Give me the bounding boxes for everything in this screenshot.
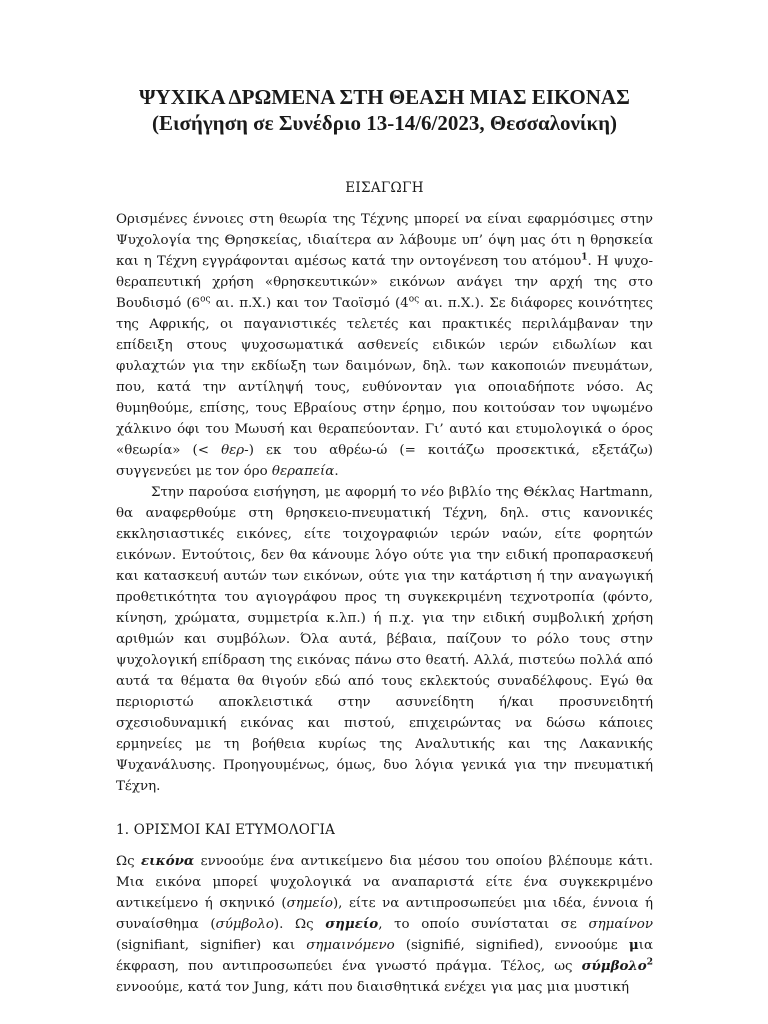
- intro-heading: ΕΙΣΑΓΩΓΗ: [345, 180, 424, 196]
- footnote-ref-2: 2: [646, 957, 653, 968]
- document-title: ΨΥΧΙΚΑ ΔΡΩΜΕΝΑ ΣΤΗ ΘΕΑΣΗ ΜΙΑΣ ΕΙΚΟΝΑΣ: [139, 85, 630, 109]
- section-1-heading: 1. ΟΡΙΣΜΟΙ ΚΑΙ ΕΤΥΜΟΛΟΓΙΑ: [116, 822, 336, 838]
- section-1-paragraph-1: Ως εικόνα εννοούμε ένα αντικείμενο δια μέσου του οποίου βλέπουμε κάτι. Μια εικόνα μπορεί ψυχολογικά να αναπαριστά είτε ένα συγκεκριμένο αντικείμενο ή σκηνικό (σημείο), είτε να αντιπροσωπεύει μια ιδέα, έννοια ή συναίσθημα (σύμβολο). Ως σημείο, το οποίο συνίσταται σε σημαίνον (signifiant, signifier) και σημαινόμενο (signifié, signified), εννοούμε μια έκφραση, που αντιπροσωπεύει ένα γνωστό πράγμα. Τέλος, ως σύμβολο$^2$ εννοούμε, κατά τον Jung, κάτι που διαισθητικά ενέχει για μας μια μυστική: [116, 853, 654, 995]
- intro-paragraph-2: Στην παρούσα εισήγηση, με αφορμή το νέο βιβλίο της Θέκλας Hartmann, θα αναφερθούμε στη θρησκειο-πνευματική Τέχνη, δηλ. στις κανονικές εκκλησιαστικές εικόνες, είτε τοιχογραφιών ιερών ναών, είτε φορητών εικόνων. Εντούτοις, δεν θα κάνουμε λόγο ούτε για την ειδική προπαρασκευή και κατασκευή αυτών των εικόνων, ούτε για την κατάρτιση ή την αναγωγική προθετικότητα του αγιογράφου προς τη συγκεκριμένη τεχνοτροπία (φόντο, κίνηση, χρώματα, συμμετρία κ.λπ.) ή π.χ. για την ειδική συμβολική χρήση αριθμών και συμβόλων. Όλα αυτά, βέβαια, παίζουν το ρόλο τους στην ψυχολογική επίδραση της εικόνας πάνω στο θεατή. Αλλά, πιστεύω πολλά από αυτά τα θέματα θα θιγούν εδώ από τους εκλεκτούς συναδέλφους. Εγώ θα περιοριστώ αποκλειστικά στην ασυνείδητη ή/και προσυνειδητή σχεσιοδυναμική εικόνας και πιστού, επιχειρώντας να δώσω κάποιες ερμηνείες με τη βοήθεια κυρίως της Αναλυτικής και της Λακανικής Ψυχανάλυσης. Προηγουμένως, όμως, δυο λόγια γενικά για την πνευματική Τέχνη.: [116, 485, 653, 794]
- intro-paragraph-1: Ορισμένες έννοιες στη θεωρία της Τέχνης μπορεί να είναι εφαρμόσιμες στην Ψυχολογία της Θρησκείας, ιδιαίτερα αν λάβουμε υπ’ όψη μας ότι η θρησκεία και η Τέχνη εγγράφονται αμέσως κατά την οντογένεση του ατόμου$^1$. Η ψυχο-θεραπευτική χρήση «θρησκευτικών» εικόνων ανάγει την αρχή της στο Βουδισμό ($6^{o\varsigma}$ αι. π.Χ.) και τον Ταοϊσμό ($4^{o\varsigma}$ αι. π.Χ.). Σε διάφορες κοινότητες της Αφρικής, οι παγανιστικές τελετές και πρακτικές περιλάμβαναν την επίδειξη στους ψυχοσωματικά ασθενείς ειδικών ιερών ειδωλίων και φυλαχτών για την εκδίωξη των δαιμόνων, δηλ. των κακοποιών πνευμάτων, που, κατά την αντίληψή τους, ευθύνονταν για οποιαδήποτε νόσο. Ας θυμηθούμε, επίσης, τους Εβραίους στην έρημο, που κοιτούσαν τον υψωμένο χάλκινο όφι του Μωυσή και θεραπεύονταν. Γι’ αυτό και ετυμολογικά ο όρος «θεωρία» (< θερ-) εκ του αθρέω-ώ (= κοιτάζω προσεκτικά, εξετάζω) συγγενεύει με τον όρο θεραπεία.: [116, 212, 653, 479]
- document-subtitle: (Εισήγηση σε Συνέδριο 13-14/6/2023, Θεσσαλονίκη): [151, 111, 618, 135]
- footnote-ref-1: 1: [581, 252, 588, 263]
